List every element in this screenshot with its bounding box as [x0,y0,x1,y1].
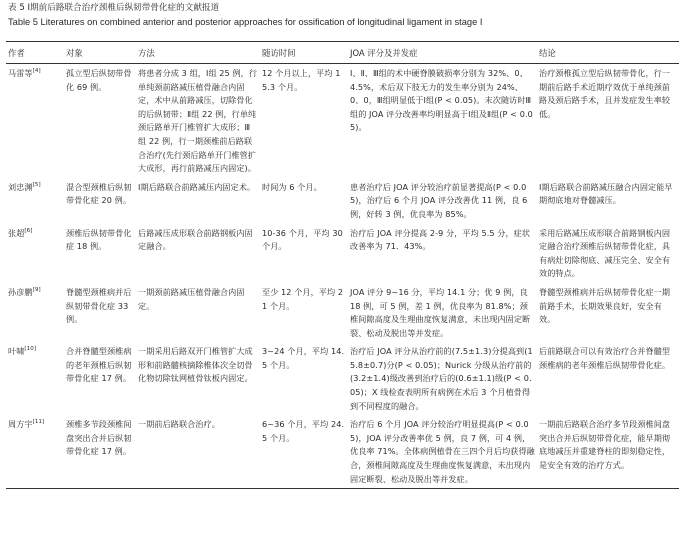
subject-cell: 孤立型后纵韧带骨化 69 例。 [66,68,132,92]
author-name: 孙彦鹏 [8,286,33,297]
reference-number: [6] [24,227,33,234]
author-cell [6,224,64,283]
reference-number: [4] [32,68,41,74]
table-row [6,224,679,283]
author-name: 张超 [8,227,25,238]
subject-cell: 混合型颈椎后纵韧带骨化症 20 例。 [66,181,132,206]
literature-table [6,41,679,489]
conclusion-cell: 后前路联合可以有效治疗合并脊髓型颈椎病的老年颈椎后纵韧带骨化症。 [539,346,671,370]
author-name: 周方宇 [8,419,33,430]
subject-cell: 颈椎后纵韧带骨化症 18 例。 [66,227,132,252]
header-method: 方法 [136,42,260,64]
reference-number: [10] [24,346,37,353]
header-subject: 对象 [64,42,136,64]
joa-cell: 治疗后 JOA 评分提高 2-9 分，平均 5.5 分，症状改善率为 71．43%。 [350,227,531,252]
author-name: 叶啸 [8,346,25,357]
conclusion-cell: 一期前后路联合治疗多节段颈椎间盘突出合并后纵韧带骨化症，能早期彻底地减压并重建脊柱的即刻稳定性，是安全有效的治疗方式。 [537,415,679,488]
followup-cell: 12 个月以上，平均 15.3 个月。 [262,68,341,92]
header-author: 作者 [6,42,64,64]
reference-number: [11] [32,419,45,426]
conclusion-cell: 脊髓型颈椎病并后纵韧带骨化症一期前路手术，长期效果良好，安全有效。 [539,286,671,325]
followup-cell: 6~36 个月，平均 24.5 个月。 [260,415,348,488]
reference-number: [9] [32,286,41,293]
followup-cell: 10-36 个月，平均 30 个月。 [262,227,343,252]
author-cell [6,342,64,415]
author-name: 刘忠渊 [8,181,33,192]
joa-cell: 治疗后 JOA 评分从治疗前的(7.5±1.3)分提高到(15.8±0.7)分(P < 0.05)；Nurick 分级从治疗前的(3.2±1.4)级改善到治疗后的(0.6±1.1)级(P < 0.05)；X 线检查表明所有病例在术后 3 个月植骨得到不同程度的融合。 [350,346,533,411]
table-row [6,178,679,224]
author-cell [6,64,64,178]
method-cell: 将患者分成 3 组，Ⅰ组 25 例，行单纯颈前路减压植骨融合内固定，术中从前路减压，切除骨化的后纵韧带；Ⅱ组 22 例，行单纯颈后路单开门椎管扩大成形；Ⅲ组 22 例，行一期颈椎前后路联合治疗(先行颈后路单开门椎管扩大成形，再行前路减压内固定)。 [138,68,258,174]
joa-cell: Ⅰ、Ⅱ、Ⅲ组的术中硬脊膜破损率分别为 32%、0、4.5%，术后双下肢无力的发生率分别为 24%、0、0，Ⅲ组明显低于Ⅰ组(P < 0.05)。末次随访时Ⅲ组的 JOA 评分改善率均明显高于Ⅰ组及Ⅱ组(P < 0.05)。 [350,68,533,133]
table-row [6,64,679,178]
method-cell: 一期颈前路减压植骨融合内固定。 [138,286,245,311]
conclusion-cell: 采用后路减压成形联合前路钢板内固定融合治疗颈椎后纵韧带骨化症，具有病灶切除彻底、减压完全、安全有效的特点。 [539,227,671,279]
conclusion-cell: Ⅰ期后路联合前路减压融合内固定能早期彻底地对脊髓减压。 [539,181,673,206]
method-cell: 后路减压成形联合前路钢板内固定融合。 [138,227,253,252]
table-caption-en: Table 5 Literatures on combined anterior and posterior approaches for ossification of longitudinal ligament in stage I [8,17,483,27]
subject-cell: 颈椎多节段颈椎间盘突出合并后纵韧带骨化症 17 例。 [64,415,136,488]
method-cell: 一期采用后路双开门椎管扩大成形和前路髓核摘除椎体次全切骨化物切除钛网植骨钛板内固定。 [138,346,253,384]
table-caption-cn: 表 5 Ⅰ期前后路联合治疗颈椎后纵韧带骨化症的文献报道 [8,3,220,13]
author-cell [6,283,64,342]
followup-cell: 至少 12 个月，平均 21 个月。 [262,286,344,311]
header-joa: JOA 评分及并发症 [348,42,537,64]
subject-cell: 合并脊髓型颈椎病的老年颈椎后纵韧带骨化症 17 例。 [66,346,132,384]
table-row [6,283,679,342]
author-name: 马雷等 [8,68,33,78]
table-header-row [6,42,679,64]
joa-cell: 患者治疗后 JOA 评分较治疗前显著提高(P < 0.05)，治疗后 6 个月 JOA 评分改善优 11 例，良 6 例，好转 3 例，优良率为 85%。 [350,181,528,219]
joa-cell: JOA 评分 9~16 分，平均 14.1 分；优 9 例，良 18 例，可 5 例，差 1 例，优良率为 81.8%；颈椎间隙高度及生理曲度恢复满意，未出现内固定断裂、松动及脱出等并发症。 [350,286,531,338]
followup-cell: 时间为 6 个月。 [262,181,322,192]
conclusion-cell: 治疗颈椎孤立型后纵韧带骨化，行一期前后路手术近期疗效优于单纯颈前路及颈后路手术，且并发症发生率较低。 [539,68,671,119]
method-cell: Ⅰ期后路联合前路减压内固定术。 [138,181,256,192]
joa-cell: 治疗后 6 个月 JOA 评分较治疗明显提高(P < 0.05)，JOA 评分改善率优 5 例，良 7 例，可 4 例，优良率 71%。全体病例植骨在三四个月后均获得融合，颈椎间隙高度及生理曲度恢复满意，未出现内固定断裂、松动及脱出等并发症。 [348,415,537,488]
table-row [6,415,679,488]
reference-number: [5] [32,181,41,188]
followup-cell: 3~24 个月，平均 14.5 个月。 [262,346,345,370]
header-followup: 随访时间 [260,42,348,64]
header-conclusion: 结论 [537,42,679,64]
subject-cell: 脊髓型颈椎病并后纵韧带骨化症 33 例。 [66,286,132,325]
method-cell: 一期前后路联合治疗。 [136,415,260,488]
author-cell [6,178,64,224]
table-row [6,342,679,415]
author-cell [6,415,64,488]
